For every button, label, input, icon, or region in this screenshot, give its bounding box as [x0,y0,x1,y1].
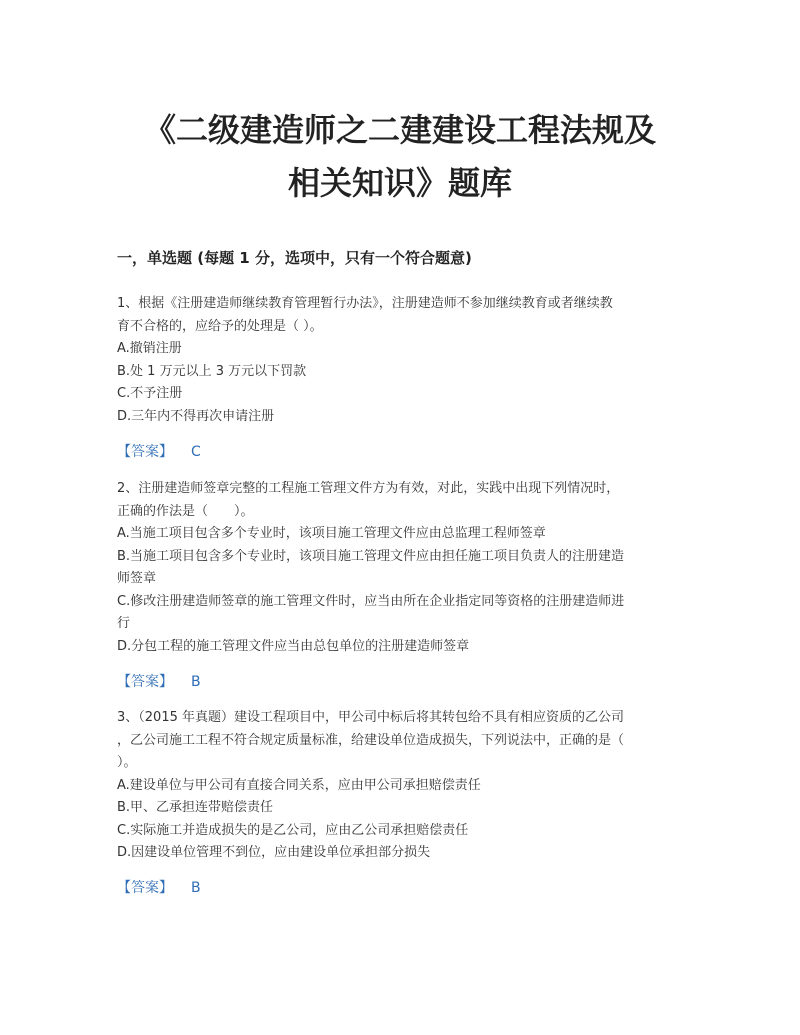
stem-line: 2、注册建造师签章完整的工程施工管理文件方为有效，对此，实践中出现下列情况时， [117,481,620,496]
option-c: C.修改注册建造师签章的施工管理文件时，应当由所在企业指定同等资格的注册建造师进 [117,593,625,609]
option-a: A.当施工项目包含多个专业时，该项目施工管理文件应由总监理工程师签章 [117,526,546,541]
answer-value: B [191,674,201,690]
stem-line: ，乙公司施工工程不符合规定质量标准，给建设单位造成损失，下列说法中，正确的是（ [117,732,625,748]
title-line-2: 相关知识》题库 [287,164,512,202]
question-1 [117,293,687,428]
stem-line: ）。 [117,755,137,770]
option-b: B.当施工项目包含多个专业时，该项目施工管理文件应由担任施工项目负责人的注册建造 [117,548,625,564]
answer-2 [117,672,201,692]
answer-value: C [191,444,201,460]
stem-line: 育不合格的，应给予的处理是（ ）。 [117,318,323,334]
option-b: B.甲、乙承担连带赔偿责任 [117,800,274,815]
answer-label: 【答案】 [117,444,173,460]
option-a: A.撤销注册 [117,341,182,356]
answer-value: B [191,880,201,896]
option-c-continued: 行 [117,616,131,631]
option-d: D.分包工程的施工管理文件应当由总包单位的注册建造师签章 [117,638,470,654]
option-d: D.因建设单位管理不到位，应由建设单位承担部分损失 [117,845,431,860]
title-line-1: 《二级建造师之二建建设工程法规及 [143,111,656,149]
answer-3 [117,878,201,898]
option-c: C.实际施工并造成损失的是乙公司，应由乙公司承担赔偿责任 [117,822,469,838]
stem-line: 1、根据《注册建造师继续教育管理暂行办法》，注册建造师不参加继续教育或者继续教 [117,296,613,311]
question-stem [117,707,687,775]
option-a: A.建设单位与甲公司有直接合同关系，应由甲公司承担赔偿责任 [117,777,481,793]
option-d: D.三年内不得再次申请注册 [117,408,275,424]
answer-label: 【答案】 [117,674,173,690]
option-b-continued: 师签章 [117,571,157,586]
question-stem [117,478,687,523]
option-b: B.处 1 万元以上 3 万元以下罚款 [117,363,307,379]
answer-1 [117,442,201,462]
question-3 [117,707,687,865]
section-heading: 一，单选题 (每题 1 分，选项中，只有一个符合题意) [117,249,472,267]
stem-line: 3、（2015 年真题）建设工程项目中，甲公司中标后将其转包给不具有相应资质的乙公司 [117,710,624,725]
answer-label: 【答案】 [117,880,173,896]
option-c: C.不予注册 [117,386,183,401]
document-title [100,104,700,210]
question-2 [117,478,687,658]
question-stem [117,293,687,338]
stem-line: 正确的作法是（ ）。 [117,503,254,519]
